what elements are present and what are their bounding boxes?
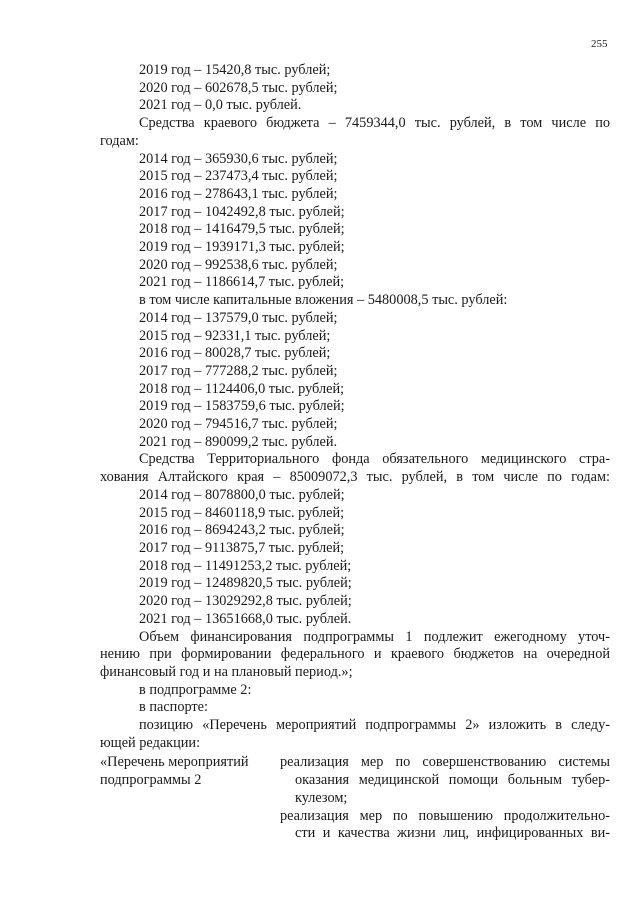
text-line: 2020 год – 13029292,8 тыс. рублей; xyxy=(139,593,352,610)
table-right-line: сти и качества жизни лиц, инфицированных ви- xyxy=(295,825,610,842)
text-line: годам: xyxy=(100,132,139,149)
text-line: 2018 год – 1416479,5 тыс. рублей; xyxy=(139,221,345,238)
table-right-line: реализация мер по совершенствованию системы xyxy=(280,754,610,771)
text-line: 2017 год – 1042492,8 тыс. рублей; xyxy=(139,203,345,220)
text-line: 2016 год – 278643,1 тыс. рублей; xyxy=(139,185,338,202)
text-line: 2021 год – 890099,2 тыс. рублей. xyxy=(139,433,338,450)
table-left-line: «Перечень мероприятий xyxy=(100,754,249,771)
table-left-line: подпрограммы 2 xyxy=(100,772,202,789)
text-line: 2020 год – 602678,5 тыс. рублей; xyxy=(139,79,338,96)
text-line: в подпрограмме 2: xyxy=(139,681,252,698)
text-line: 2016 год – 8694243,2 тыс. рублей; xyxy=(139,522,345,539)
text-line: в том числе капитальные вложения – 5480008,5 тыс. рублей: xyxy=(139,292,508,309)
text-line: 2014 год – 8078800,0 тыс. рублей; xyxy=(139,486,345,503)
table-right-line: реализация мер по повышению продолжительно- xyxy=(280,807,610,824)
passport-table xyxy=(100,754,610,843)
text-line: 2015 год – 237473,4 тыс. рублей; xyxy=(139,168,338,185)
text-line: 2017 год – 9113875,7 тыс. рублей; xyxy=(139,539,345,556)
text-line: 2019 год – 12489820,5 тыс. рублей; xyxy=(139,575,352,592)
text-line: нению при формировании федерального и краевого бюджетов на очередной xyxy=(100,646,610,663)
text-line: 2020 год – 992538,6 тыс. рублей; xyxy=(139,256,338,273)
table-right-column xyxy=(280,754,610,843)
text-line: 2017 год – 777288,2 тыс. рублей; xyxy=(139,362,338,379)
text-line: ющей редакции: xyxy=(100,734,201,751)
text-line: 2019 год – 1939171,3 тыс. рублей; xyxy=(139,239,345,256)
table-left-column xyxy=(100,754,280,843)
text-line: 2015 год – 92331,1 тыс. рублей; xyxy=(139,327,331,344)
table-right-line: кулезом; xyxy=(295,789,348,806)
text-line: 2015 год – 8460118,9 тыс. рублей; xyxy=(139,504,345,521)
text-line: хования Алтайского края – 85009072,3 тыс. рублей, в том числе по годам: xyxy=(100,469,610,486)
text-line: позицию «Перечень мероприятий подпрограммы 2» изложить в следу- xyxy=(139,717,610,734)
text-line: 2021 год – 1186614,7 тыс. рублей; xyxy=(139,274,345,291)
text-line: 2018 год – 11491253,2 тыс. рублей; xyxy=(139,557,352,574)
text-line: 2021 год – 13651668,0 тыс. рублей. xyxy=(139,610,352,627)
text-line: 2016 год – 80028,7 тыс. рублей; xyxy=(139,345,331,362)
table-right-line: оказания медицинской помощи больным тубер- xyxy=(295,772,610,789)
text-line: 2021 год – 0,0 тыс. рублей. xyxy=(139,97,302,114)
text-line: финансовый год и на плановый период.»; xyxy=(100,663,353,680)
text-line: Средства Территориального фонда обязательного медицинского стра- xyxy=(139,451,610,468)
text-line: Объем финансирования подпрограммы 1 подлежит ежегодному уточ- xyxy=(139,628,610,645)
text-line: 2014 год – 137579,0 тыс. рублей; xyxy=(139,309,338,326)
text-line: 2014 год – 365930,6 тыс. рублей; xyxy=(139,150,338,167)
text-line: в паспорте: xyxy=(139,699,208,716)
text-line: 2020 год – 794516,7 тыс. рублей; xyxy=(139,416,338,433)
page-number: 255 xyxy=(591,38,608,50)
paragraph-block xyxy=(100,62,610,752)
document-body xyxy=(100,62,610,843)
text-line: 2019 год – 15420,8 тыс. рублей; xyxy=(139,62,331,78)
text-line: 2018 год – 1124406,0 тыс. рублей; xyxy=(139,380,345,397)
text-line: 2019 год – 1583759,6 тыс. рублей; xyxy=(139,398,345,415)
text-line: Средства краевого бюджета – 7459344,0 тыс. рублей, в том числе по xyxy=(139,115,610,132)
